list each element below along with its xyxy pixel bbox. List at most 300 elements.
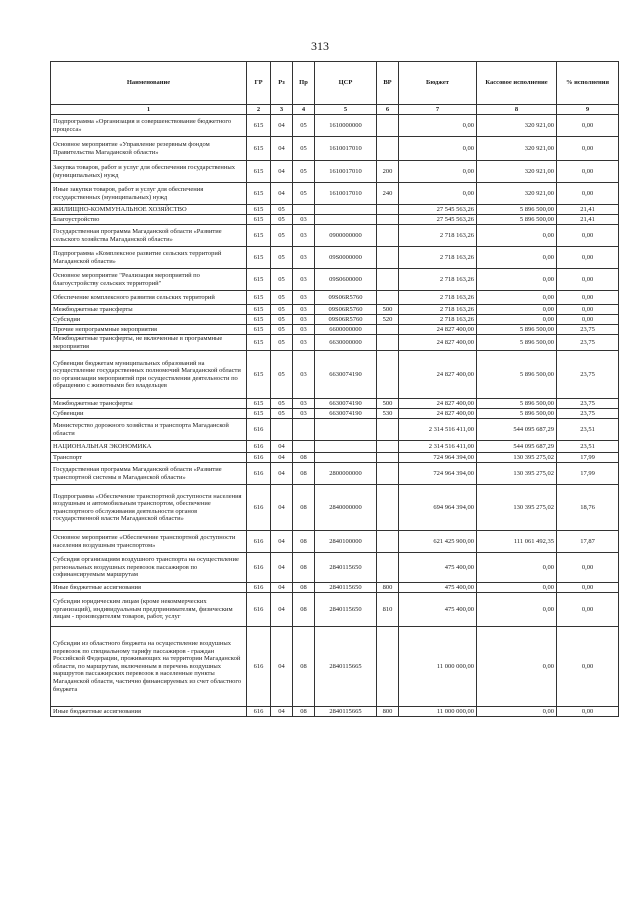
- cell-cash: 5 896 500,00: [477, 335, 557, 351]
- cell-cash: 0,00: [477, 315, 557, 325]
- table-row: [51, 335, 619, 351]
- cell-vr: [377, 269, 399, 291]
- col-header-gr: ГР: [247, 62, 271, 105]
- cell-gr: 615: [247, 325, 271, 335]
- table-row: [51, 409, 619, 419]
- cell-vr: [377, 463, 399, 485]
- cell-cash: 5 896 500,00: [477, 205, 557, 215]
- col-header-pr: Пр: [293, 62, 315, 105]
- cell-rz: 04: [271, 583, 293, 593]
- cell-pr: 08: [293, 463, 315, 485]
- cell-cash: 0,00: [477, 305, 557, 315]
- cell-cash: 130 395 275,02: [477, 463, 557, 485]
- cell-rz: 04: [271, 453, 293, 463]
- table-row: [51, 161, 619, 183]
- table-body: [51, 115, 619, 717]
- cell-vr: [377, 247, 399, 269]
- col-number: 3: [271, 105, 293, 115]
- cell-csr: 1610017010: [315, 183, 377, 205]
- table-row: [51, 215, 619, 225]
- cell-name: Основное мероприятие "Реализация мероприятий по благоустройству сельских территорий": [51, 269, 247, 291]
- cell-vr: [377, 205, 399, 215]
- cell-budget: 24 827 400,00: [399, 351, 477, 399]
- cell-pr: [293, 441, 315, 453]
- cell-csr: 2840115650: [315, 593, 377, 627]
- cell-pr: 03: [293, 325, 315, 335]
- cell-name: Закупка товаров, работ и услуг для обеспечения государственных (муниципальных) нужд: [51, 161, 247, 183]
- table-row: [51, 583, 619, 593]
- cell-rz: 04: [271, 485, 293, 531]
- cell-csr: 6630074190: [315, 351, 377, 399]
- cell-name: Субвенции бюджетам муниципальных образований на осуществление государственных полномочий Магаданской области по организации мероприятий при осуществлении деятельности по обращению с животными без владельцев: [51, 351, 247, 399]
- cell-rz: 05: [271, 325, 293, 335]
- col-number: 8: [477, 105, 557, 115]
- cell-name: Иные бюджетные ассигнования: [51, 707, 247, 717]
- cell-cash: 0,00: [477, 707, 557, 717]
- cell-gr: 616: [247, 553, 271, 583]
- table-row: [51, 305, 619, 315]
- cell-pr: 08: [293, 485, 315, 531]
- cell-pr: 05: [293, 137, 315, 161]
- cell-cash: 0,00: [477, 291, 557, 305]
- cell-pct: 23,75: [557, 325, 619, 335]
- cell-pct: 0,00: [557, 137, 619, 161]
- col-header-csr: ЦСР: [315, 62, 377, 105]
- cell-pr: 08: [293, 553, 315, 583]
- cell-cash: 544 095 687,29: [477, 419, 557, 441]
- cell-pr: 05: [293, 161, 315, 183]
- cell-pr: 05: [293, 183, 315, 205]
- cell-rz: 05: [271, 409, 293, 419]
- cell-csr: 6630000000: [315, 335, 377, 351]
- table-row: [51, 183, 619, 205]
- cell-csr: 2840115650: [315, 583, 377, 593]
- table-row: [51, 485, 619, 531]
- col-number: 1: [51, 105, 247, 115]
- col-number: 2: [247, 105, 271, 115]
- cell-budget: 11 000 000,00: [399, 627, 477, 707]
- cell-pr: 03: [293, 399, 315, 409]
- cell-pct: 0,00: [557, 161, 619, 183]
- cell-gr: 615: [247, 305, 271, 315]
- cell-vr: [377, 137, 399, 161]
- col-header-name: Наименование: [51, 62, 247, 105]
- cell-rz: 05: [271, 215, 293, 225]
- cell-rz: 04: [271, 441, 293, 453]
- cell-gr: 616: [247, 463, 271, 485]
- cell-csr: 1610000000: [315, 115, 377, 137]
- cell-vr: 240: [377, 183, 399, 205]
- cell-vr: 530: [377, 409, 399, 419]
- cell-name: Подпрограмма «Комплексное развитие сельских территорий Магаданской области»: [51, 247, 247, 269]
- cell-csr: 09S06R5760: [315, 305, 377, 315]
- cell-vr: [377, 485, 399, 531]
- cell-vr: [377, 351, 399, 399]
- cell-csr: [315, 441, 377, 453]
- cell-vr: [377, 419, 399, 441]
- cell-cash: 320 921,00: [477, 183, 557, 205]
- cell-vr: 810: [377, 593, 399, 627]
- cell-cash: 0,00: [477, 593, 557, 627]
- cell-pct: 0,00: [557, 593, 619, 627]
- cell-pr: [293, 205, 315, 215]
- cell-pct: 17,87: [557, 531, 619, 553]
- cell-gr: 616: [247, 593, 271, 627]
- cell-budget: 2 718 163,26: [399, 315, 477, 325]
- cell-csr: 2840115665: [315, 627, 377, 707]
- cell-csr: 2840115665: [315, 707, 377, 717]
- cell-pr: 03: [293, 269, 315, 291]
- col-number: 7: [399, 105, 477, 115]
- cell-cash: 5 896 500,00: [477, 399, 557, 409]
- cell-name: Основное мероприятие «Обеспечение транспортной доступности населения воздушным транспортом»: [51, 531, 247, 553]
- cell-gr: 615: [247, 161, 271, 183]
- cell-csr: 2840115650: [315, 553, 377, 583]
- cell-budget: 724 964 394,00: [399, 453, 477, 463]
- cell-gr: 615: [247, 247, 271, 269]
- cell-vr: [377, 115, 399, 137]
- cell-name: Субсидия организациям воздушного транспорта на осуществление региональных воздушных перевозок пассажиров по софинансируемым маршрутам: [51, 553, 247, 583]
- cell-vr: [377, 215, 399, 225]
- cell-name: Основное мероприятие «Управление резервным фондом Правительства Магаданской области»: [51, 137, 247, 161]
- cell-gr: 615: [247, 291, 271, 305]
- cell-gr: 616: [247, 485, 271, 531]
- table-row: [51, 399, 619, 409]
- cell-budget: 0,00: [399, 183, 477, 205]
- table-row: [51, 531, 619, 553]
- cell-cash: 111 061 492,35: [477, 531, 557, 553]
- cell-csr: 2840000000: [315, 485, 377, 531]
- cell-gr: 616: [247, 531, 271, 553]
- cell-rz: 04: [271, 593, 293, 627]
- cell-pct: 23,75: [557, 335, 619, 351]
- col-number: 4: [293, 105, 315, 115]
- cell-csr: [315, 205, 377, 215]
- cell-vr: 800: [377, 583, 399, 593]
- cell-gr: 615: [247, 399, 271, 409]
- table-row: [51, 627, 619, 707]
- col-header-pct: % исполнения: [557, 62, 619, 105]
- cell-pct: 21,41: [557, 205, 619, 215]
- cell-vr: 500: [377, 305, 399, 315]
- cell-rz: 05: [271, 205, 293, 215]
- cell-name: Межбюджетные трансферты: [51, 305, 247, 315]
- cell-rz: 04: [271, 627, 293, 707]
- cell-cash: 0,00: [477, 269, 557, 291]
- cell-budget: 0,00: [399, 137, 477, 161]
- cell-pr: [293, 419, 315, 441]
- cell-rz: [271, 419, 293, 441]
- cell-budget: 475 400,00: [399, 593, 477, 627]
- cell-csr: 6630074190: [315, 399, 377, 409]
- cell-vr: [377, 325, 399, 335]
- cell-name: Субсидии юридическим лицам (кроме некоммерческих организаций), индивидуальным предпринимателям, физическим лицам - производителям товаров, работ, услуг: [51, 593, 247, 627]
- cell-vr: [377, 453, 399, 463]
- cell-rz: 05: [271, 291, 293, 305]
- cell-budget: 2 718 163,26: [399, 305, 477, 315]
- cell-budget: 621 425 900,00: [399, 531, 477, 553]
- table-row: [51, 115, 619, 137]
- cell-cash: 130 395 275,02: [477, 485, 557, 531]
- cell-csr: 0900000000: [315, 225, 377, 247]
- cell-rz: 04: [271, 531, 293, 553]
- cell-rz: 05: [271, 335, 293, 351]
- cell-cash: 320 921,00: [477, 115, 557, 137]
- cell-csr: 6630074190: [315, 409, 377, 419]
- cell-budget: 24 827 400,00: [399, 399, 477, 409]
- cell-vr: 500: [377, 399, 399, 409]
- cell-pr: 08: [293, 627, 315, 707]
- cell-pct: 0,00: [557, 315, 619, 325]
- header-row: [51, 62, 619, 105]
- cell-csr: [315, 453, 377, 463]
- table-row: [51, 205, 619, 215]
- table-row: [51, 593, 619, 627]
- col-header-budget: Бюджет: [399, 62, 477, 105]
- cell-gr: 615: [247, 409, 271, 419]
- cell-rz: 04: [271, 137, 293, 161]
- table-row: [51, 441, 619, 453]
- cell-name: Субсидии из областного бюджета на осуществление воздушных перевозок по специальному тарифу пассажиров - граждан Российской Федерации, проживающих на территории Магаданской области, по маршрутам, включенным в перечень воздушных маршрутов пассажирских перевозок в населенные пункты Магаданской области, частично финансируемых из счет областного бюджета: [51, 627, 247, 707]
- cell-cash: 320 921,00: [477, 137, 557, 161]
- table-row: [51, 269, 619, 291]
- cell-budget: 724 964 394,00: [399, 463, 477, 485]
- cell-pct: 17,99: [557, 463, 619, 485]
- cell-vr: [377, 225, 399, 247]
- cell-pct: 0,00: [557, 115, 619, 137]
- cell-pr: 03: [293, 351, 315, 399]
- cell-gr: 616: [247, 583, 271, 593]
- cell-rz: 04: [271, 463, 293, 485]
- cell-pct: 23,51: [557, 441, 619, 453]
- cell-gr: 616: [247, 707, 271, 717]
- cell-pct: 0,00: [557, 225, 619, 247]
- cell-pr: 03: [293, 291, 315, 305]
- cell-cash: 5 896 500,00: [477, 409, 557, 419]
- budget-table: [50, 61, 619, 717]
- table-row: [51, 351, 619, 399]
- cell-vr: 520: [377, 315, 399, 325]
- cell-name: Межбюджетные трансферты: [51, 399, 247, 409]
- cell-pr: 03: [293, 247, 315, 269]
- cell-vr: 200: [377, 161, 399, 183]
- cell-budget: 475 400,00: [399, 583, 477, 593]
- cell-pct: 17,99: [557, 453, 619, 463]
- cell-vr: [377, 335, 399, 351]
- table-row: [51, 137, 619, 161]
- table-row: [51, 291, 619, 305]
- cell-pr: 03: [293, 315, 315, 325]
- cell-cash: 130 395 275,02: [477, 453, 557, 463]
- cell-rz: 05: [271, 247, 293, 269]
- cell-cash: 5 896 500,00: [477, 215, 557, 225]
- page-number: 313: [311, 39, 329, 53]
- cell-name: Министерство дорожного хозяйства и транспорта Магаданской области: [51, 419, 247, 441]
- cell-vr: [377, 291, 399, 305]
- cell-csr: 6600000000: [315, 325, 377, 335]
- cell-rz: 05: [271, 269, 293, 291]
- cell-name: Подпрограмма «Организация и совершенствование бюджетного процесса»: [51, 115, 247, 137]
- col-header-cash: Кассовое исполнение: [477, 62, 557, 105]
- cell-name: Прочие непрограммные мероприятия: [51, 325, 247, 335]
- cell-vr: [377, 441, 399, 453]
- cell-rz: 05: [271, 315, 293, 325]
- cell-budget: 694 964 394,00: [399, 485, 477, 531]
- cell-pct: 0,00: [557, 291, 619, 305]
- cell-rz: 05: [271, 305, 293, 315]
- cell-pr: 03: [293, 409, 315, 419]
- cell-rz: 05: [271, 225, 293, 247]
- cell-pct: 0,00: [557, 305, 619, 315]
- cell-gr: 616: [247, 627, 271, 707]
- cell-budget: 11 000 000,00: [399, 707, 477, 717]
- cell-gr: 615: [247, 315, 271, 325]
- cell-pr: 08: [293, 707, 315, 717]
- cell-csr: 09S06R5760: [315, 291, 377, 305]
- cell-pr: 08: [293, 583, 315, 593]
- cell-name: Благоустройство: [51, 215, 247, 225]
- cell-rz: 04: [271, 707, 293, 717]
- table-row: [51, 325, 619, 335]
- table-row: [51, 247, 619, 269]
- cell-budget: 2 314 516 411,00: [399, 419, 477, 441]
- cell-pct: 0,00: [557, 183, 619, 205]
- cell-pr: 03: [293, 335, 315, 351]
- cell-name: Иные закупки товаров, работ и услуг для обеспечения государственных (муниципальных) нужд: [51, 183, 247, 205]
- cell-rz: 04: [271, 183, 293, 205]
- cell-rz: 04: [271, 115, 293, 137]
- cell-gr: 616: [247, 441, 271, 453]
- cell-name: Подпрограмма «Обеспечение транспортной доступности населения воздушным и автомобильным транспортом, обеспечение транспортного обслуживания деятельности органов государственной власти Магаданской области»: [51, 485, 247, 531]
- cell-budget: 24 827 400,00: [399, 409, 477, 419]
- cell-vr: [377, 531, 399, 553]
- cell-budget: 24 827 400,00: [399, 335, 477, 351]
- cell-csr: 2800000000: [315, 463, 377, 485]
- cell-budget: 2 314 516 411,00: [399, 441, 477, 453]
- col-number: 6: [377, 105, 399, 115]
- table-row: [51, 315, 619, 325]
- cell-gr: 615: [247, 215, 271, 225]
- cell-budget: 2 718 163,26: [399, 247, 477, 269]
- cell-vr: 800: [377, 707, 399, 717]
- cell-pr: 03: [293, 225, 315, 247]
- cell-budget: 2 718 163,26: [399, 269, 477, 291]
- cell-gr: 615: [247, 225, 271, 247]
- cell-pct: 23,51: [557, 419, 619, 441]
- cell-vr: [377, 627, 399, 707]
- cell-cash: 544 095 687,29: [477, 441, 557, 453]
- cell-gr: 615: [247, 115, 271, 137]
- cell-gr: 616: [247, 453, 271, 463]
- cell-pct: 0,00: [557, 269, 619, 291]
- col-number: 9: [557, 105, 619, 115]
- cell-pct: 21,41: [557, 215, 619, 225]
- cell-budget: 27 545 563,26: [399, 205, 477, 215]
- cell-cash: 0,00: [477, 627, 557, 707]
- column-number-row: [51, 105, 619, 115]
- table-row: [51, 553, 619, 583]
- col-header-vr: ВР: [377, 62, 399, 105]
- cell-pct: 23,75: [557, 399, 619, 409]
- cell-budget: 0,00: [399, 115, 477, 137]
- cell-name: Государственная программа Магаданской области «Развитие сельского хозяйства Магаданской области»: [51, 225, 247, 247]
- cell-budget: 27 545 563,26: [399, 215, 477, 225]
- cell-cash: 5 896 500,00: [477, 325, 557, 335]
- cell-csr: [315, 215, 377, 225]
- cell-pr: 08: [293, 453, 315, 463]
- cell-budget: 2 718 163,26: [399, 291, 477, 305]
- cell-rz: 05: [271, 399, 293, 409]
- cell-vr: [377, 553, 399, 583]
- cell-cash: 0,00: [477, 553, 557, 583]
- cell-pr: 08: [293, 531, 315, 553]
- cell-pr: 05: [293, 115, 315, 137]
- cell-name: Государственная программа Магаданской области «Развитие транспортной системы в Магаданской области»: [51, 463, 247, 485]
- cell-gr: 615: [247, 351, 271, 399]
- cell-name: Транспорт: [51, 453, 247, 463]
- cell-cash: 320 921,00: [477, 161, 557, 183]
- cell-pct: 18,76: [557, 485, 619, 531]
- cell-pct: 0,00: [557, 247, 619, 269]
- cell-gr: 615: [247, 205, 271, 215]
- cell-rz: 05: [271, 351, 293, 399]
- cell-gr: 615: [247, 137, 271, 161]
- cell-budget: 0,00: [399, 161, 477, 183]
- cell-name: Субвенции: [51, 409, 247, 419]
- cell-pr: 03: [293, 215, 315, 225]
- cell-budget: 24 827 400,00: [399, 325, 477, 335]
- cell-pr: 03: [293, 305, 315, 315]
- table-row: [51, 463, 619, 485]
- table-row: [51, 453, 619, 463]
- cell-csr: 1610017010: [315, 137, 377, 161]
- cell-csr: [315, 419, 377, 441]
- cell-csr: 09S06R5760: [315, 315, 377, 325]
- cell-budget: 2 718 163,26: [399, 225, 477, 247]
- cell-name: Субсидии: [51, 315, 247, 325]
- col-number: 5: [315, 105, 377, 115]
- cell-gr: 615: [247, 335, 271, 351]
- cell-budget: 475 400,00: [399, 553, 477, 583]
- cell-gr: 615: [247, 269, 271, 291]
- cell-csr: 2840100000: [315, 531, 377, 553]
- cell-csr: 1610017010: [315, 161, 377, 183]
- cell-gr: 616: [247, 419, 271, 441]
- cell-cash: 0,00: [477, 583, 557, 593]
- table-row: [51, 419, 619, 441]
- cell-pct: 0,00: [557, 553, 619, 583]
- cell-name: ЖИЛИЩНО-КОММУНАЛЬНОЕ ХОЗЯЙСТВО: [51, 205, 247, 215]
- cell-name: Иные бюджетные ассигнования: [51, 583, 247, 593]
- cell-cash: 5 896 500,00: [477, 351, 557, 399]
- cell-csr: 09S0600000: [315, 269, 377, 291]
- table-row: [51, 707, 619, 717]
- cell-cash: 0,00: [477, 225, 557, 247]
- cell-rz: 04: [271, 553, 293, 583]
- cell-name: НАЦИОНАЛЬНАЯ ЭКОНОМИКА: [51, 441, 247, 453]
- cell-pct: 0,00: [557, 627, 619, 707]
- cell-pct: 23,75: [557, 409, 619, 419]
- cell-name: Межбюджетные трансферты, не включенные в программные мероприятия: [51, 335, 247, 351]
- cell-cash: 0,00: [477, 247, 557, 269]
- cell-rz: 04: [271, 161, 293, 183]
- cell-pct: 0,00: [557, 707, 619, 717]
- cell-pct: 0,00: [557, 583, 619, 593]
- cell-pr: 08: [293, 593, 315, 627]
- table-row: [51, 225, 619, 247]
- cell-gr: 615: [247, 183, 271, 205]
- cell-name: Обеспечение комплексного развития сельских территорий: [51, 291, 247, 305]
